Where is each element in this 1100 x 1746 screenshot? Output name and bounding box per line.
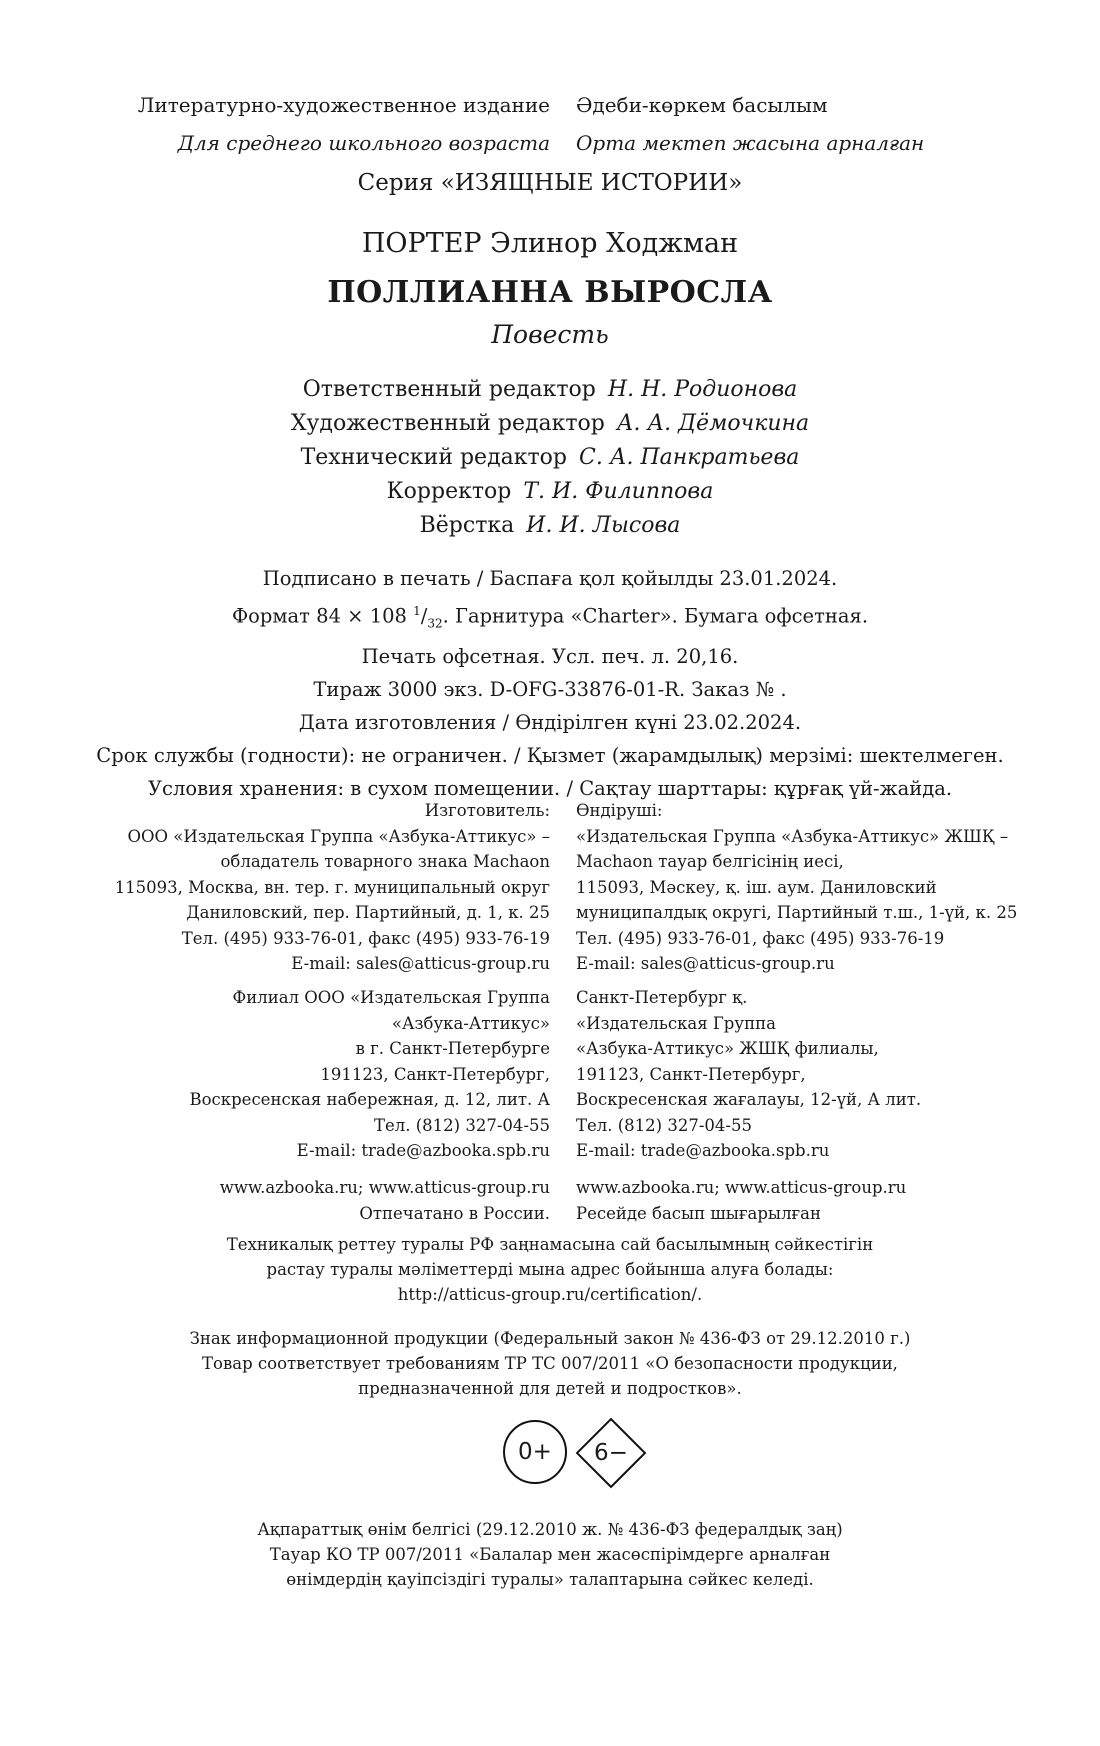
manufacture-date: Дата изготовления / Өндірілген күні 23.02.2024.	[298, 711, 802, 735]
credit-name: Т. И. Филиппова	[523, 479, 714, 504]
signed-date: Подписано в печать / Баспаға қол қойылды 23.01.2024.	[262, 567, 838, 590]
info-line: 115093, Мәскеу, қ. іш. аум. Даниловский	[576, 877, 937, 897]
credit-line	[0, 475, 1100, 509]
storage-conditions: Условия хранения: в сухом помещении. / Сақтау шарттары: құрғақ үй-жайда.	[147, 777, 953, 801]
law-line: предназначенной для детей и подростков».	[358, 1379, 742, 1398]
print-line: Печать офсетная. Усл. печ. л. 20,16.	[361, 645, 739, 669]
credit-line	[0, 441, 1100, 475]
book-title: ПОЛЛИАННА ВЫРОСЛА	[327, 275, 773, 310]
info-line: E-mail: trade@azbooka.spb.ru	[576, 1141, 830, 1160]
info-line: 191123, Санкт-Петербург,	[320, 1064, 550, 1084]
manufacturer-main-kz	[576, 798, 1017, 977]
info-line: Изготовитель:	[424, 801, 550, 820]
manufacturer-web-ru	[220, 1175, 550, 1226]
info-line: Тел. (812) 327-04-55	[374, 1115, 550, 1135]
info-line: Филиал ООО «Издательская Группа	[232, 988, 550, 1007]
manufacturer-main-ru	[115, 798, 550, 977]
info-line: E-mail: sales@atticus-group.ru	[576, 954, 835, 973]
format-numerator: 1	[413, 604, 421, 618]
manufacturer-web-kz	[576, 1175, 906, 1226]
manufacturer-branch-kz	[576, 985, 921, 1164]
info-line: «Издательская Группа «Азбука-Аттикус» ЖШҚ –	[576, 826, 1009, 846]
info-line: Тел. (495) 933-76-01, факс (495) 933-76-19	[576, 928, 945, 948]
information-product-sign-kz	[0, 1517, 1100, 1592]
manufacturer-main	[0, 798, 1100, 977]
info-line: Воскресенская жағалауы, 12-үй, А лит.	[576, 1090, 922, 1109]
cert-url: http://atticus-group.ru/certification/.	[397, 1285, 703, 1304]
info-line: муниципалдық округі, Партийный т.ш., 1-үй, к. 25	[576, 903, 1018, 922]
certification-note	[0, 1232, 1100, 1307]
manufacturer-branch-ru	[190, 985, 551, 1164]
info-line: Тел. (495) 933-76-01, факс (495) 933-76-19	[181, 928, 550, 948]
info-line: Machaon тауар белгісінің иесі,	[576, 852, 844, 871]
info-line: ООО «Издательская Группа «Азбука-Аттикус» –	[127, 826, 550, 846]
info-line: «Издательская Группа	[576, 1013, 776, 1033]
credit-role: Корректор	[386, 479, 512, 504]
info-line: Тел. (812) 327-04-55	[576, 1115, 752, 1135]
format-denominator: 32	[427, 616, 443, 631]
age-rating-diamond	[573, 1415, 649, 1491]
edition-type-kz: Әдеби-көркем басылым	[576, 93, 828, 117]
info-line: «Азбука-Аттикус»	[391, 1013, 550, 1033]
law-line: Знак информационной продукции (Федеральный закон № 436-ФЗ от 29.12.2010 г.)	[189, 1329, 911, 1348]
printed-in: Ресейде басып шығарылған	[576, 1203, 822, 1223]
credit-name: И. И. Лысова	[526, 513, 681, 538]
age-rating-diamond-label: 6−	[594, 1440, 628, 1466]
manufacturer-info	[0, 798, 1100, 1227]
credit-line	[0, 509, 1100, 543]
credit-line	[0, 407, 1100, 441]
law-line: Тауар КО ТР 007/2011 «Балалар мен жасөспірімдерге арналған	[269, 1545, 831, 1564]
credit-role: Ответственный редактор	[302, 377, 596, 402]
credit-name: С. А. Панкратьева	[579, 445, 800, 470]
author-name: ПОРТЕР Элинор Ходжман	[361, 228, 739, 259]
age-rating-marks	[0, 1412, 1100, 1502]
format-prefix: Формат 84 × 108	[231, 604, 414, 628]
info-line: обладатель товарного знака Machaon	[220, 852, 550, 871]
cert-line: Техникалық реттеу туралы РФ заңнамасына сай басылымның сәйкестігін	[226, 1235, 874, 1254]
credits-list	[0, 373, 1100, 543]
age-group-kz: Орта мектеп жасына арналған	[576, 131, 925, 155]
age-rating-circle-label: 0+	[518, 1439, 552, 1465]
credit-line	[0, 373, 1100, 407]
info-line: 115093, Москва, вн. тер. г. муниципальный округ	[114, 877, 550, 897]
info-line: Өндіруші:	[576, 801, 663, 820]
info-line: «Азбука-Аттикус» ЖШҚ филиалы,	[576, 1039, 879, 1058]
credit-role: Вёрстка	[419, 513, 515, 538]
info-line: E-mail: trade@azbooka.spb.ru	[296, 1141, 550, 1160]
age-rating-circle	[503, 1420, 567, 1484]
info-line: в г. Санкт-Петербурге	[355, 1039, 550, 1058]
edition-header	[0, 86, 1100, 162]
law-line: Ақпараттық өнім белгісі (29.12.2010 ж. № 436-ФЗ федералдық заң)	[257, 1520, 843, 1539]
information-product-sign-ru	[0, 1326, 1100, 1401]
cert-line: растау туралы мәліметтерді мына адрес бойынша алуға болады:	[266, 1260, 834, 1279]
printed-in: Отпечатано в России.	[359, 1203, 550, 1223]
website-line: www.azbooka.ru; www.atticus-group.ru	[219, 1178, 550, 1197]
info-line: E-mail: sales@atticus-group.ru	[291, 954, 550, 973]
info-line: 191123, Санкт-Петербург,	[576, 1064, 806, 1084]
manufacturer-web	[0, 1175, 1100, 1227]
info-line: Воскресенская набережная, д. 12, лит. А	[189, 1090, 550, 1109]
law-line: өнімдердің қауіпсіздігі туралы» талаптарына сәйкес келеді.	[286, 1570, 814, 1589]
website-line: www.azbooka.ru; www.atticus-group.ru	[576, 1178, 907, 1197]
credit-name: А. А. Дёмочкина	[616, 411, 810, 436]
credit-name: Н. Н. Родионова	[607, 377, 798, 402]
law-line: Товар соответствует требованиям ТР ТС 007/2011 «О безопасности продукции,	[202, 1354, 898, 1373]
credit-role: Технический редактор	[300, 445, 567, 470]
info-line: Санкт-Петербург қ.	[576, 988, 748, 1007]
format-suffix: . Гарнитура «Charter». Бумага офсетная.	[442, 604, 869, 628]
info-line: Даниловский, пер. Партийный, д. 1, к. 25	[186, 903, 550, 922]
shelf-life: Срок службы (годности): не ограничен. / Қызмет (жарамдылық) мерзімі: шектелмеген.	[96, 744, 1004, 768]
manufacturer-branch	[0, 985, 1100, 1167]
edition-type-ru: Литературно-художественное издание	[137, 93, 550, 117]
series-name: Серия «ИЗЯЩНЫЕ ИСТОРИИ»	[357, 170, 743, 196]
credit-role: Художественный редактор	[290, 411, 605, 436]
print-run: Тираж 3000 экз. D-OFG-33876-01-R. Заказ № .	[313, 678, 787, 702]
imprint-details	[0, 562, 1100, 805]
age-group-ru: Для среднего школьного возраста	[177, 131, 550, 155]
format-line: Формат 84 × 108 $^1/_{32}$. Гарнитура «Charter». Бумага офсетная.	[231, 604, 869, 631]
book-genre: Повесть	[491, 320, 609, 349]
